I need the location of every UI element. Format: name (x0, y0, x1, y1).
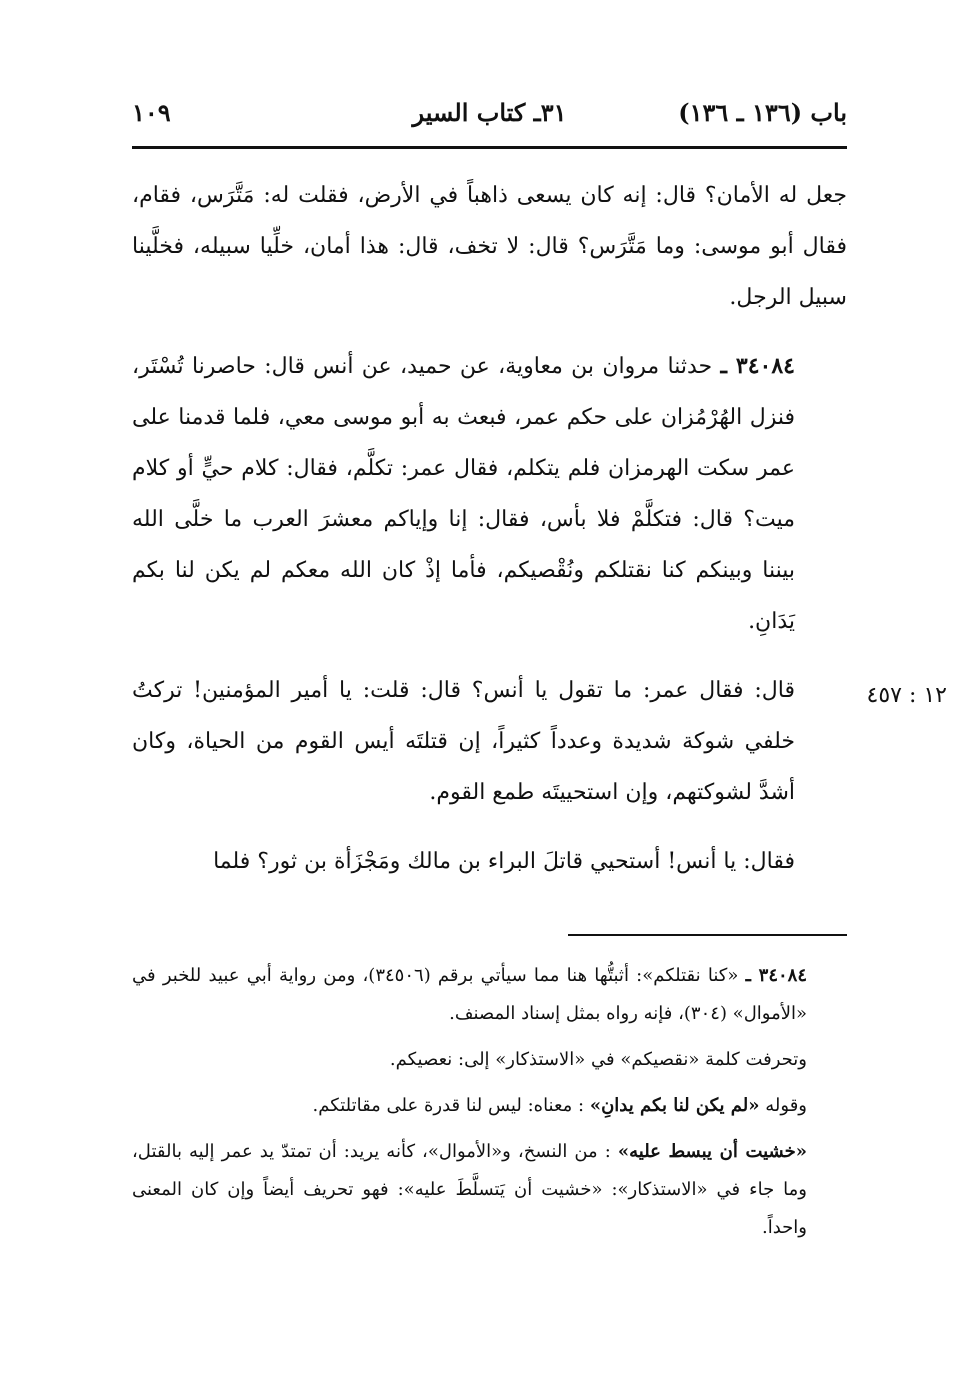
footnote-1 (132, 957, 847, 1033)
footnote-quote: «خشيت أن يبسط عليه» (617, 1141, 807, 1162)
hadith-number: ٣٤٠٨٤ ـ (720, 353, 795, 379)
footnote-text: وقوله (765, 1095, 807, 1116)
footnotes (132, 957, 847, 1247)
book-title: ٣١ـ كتاب السير (412, 98, 567, 127)
paragraph-umar-question: فقال: يا أنس! أستحيي قاتلَ البراء بن مالك ومَجْزَأة بن ثور؟ فلما (213, 849, 795, 874)
hadith-paragraph (132, 341, 847, 647)
footnote-text: : معناه: ليس لنا قدرة على مقاتلتكم. (312, 1095, 585, 1116)
main-text (132, 170, 847, 887)
paragraph-anas-reply: قال: فقال عمر: ما تقول يا أنس؟ قال: قلت: يا أمير المؤمنين! تركتُ خلفي شوكة شديدة وعدداً كثيراً، إن قتلتَه أيس القوم من الحياة، وكان أشدَّ لشوكتهم، وإن استحييتَه طمع القوم. (132, 678, 795, 805)
footnote-text: «كنا نقتلكم»: أثبتُّها هنا مما سيأتي برقم (٣٤٥٠٦)، ومن رواية أبي عبيد للخبر في «الأموال» (٣٠٤)، فإنه رواه بمثل إسناد المصنف. (132, 965, 807, 1024)
paragraph-continuation: جعل له الأمان؟ قال: إنه كان يسعى ذاهباً في الأرض، فقلت له: مَتَّرَس، فقام، فقال أبو موسى: وما مَتَّرَس؟ قال: لا تخف، قال: هذا أمان، خلِّيا سبيله، فخلَّينا سبيل الرجل. (132, 183, 847, 310)
margin-reference: ١٢ : ٤٥٧ (866, 683, 947, 708)
footnote-divider (568, 934, 847, 936)
page-number: ١٠٩ (132, 98, 171, 127)
footnote-3 (132, 1087, 847, 1125)
header-divider (132, 146, 847, 149)
footnote-quote: «لم يكن لنا بكم يدانِ» (589, 1095, 760, 1116)
footnote-text: : من النسخ، و«الأموال»، كأنه يريد: أن تمتدّ يد عمر إليه بالقتل، وما جاء في «الاستذكار»: «خشيت أن يَتسلَّطَ عليه»: فهو تحريف أيضاً وإن كان المعنى واحداً. (132, 1141, 807, 1238)
footnote-4 (132, 1133, 847, 1247)
chapter-reference: باب (١٣٦ ـ ١٣٦) (678, 98, 847, 127)
hadith-text: حدثنا مروان بن معاوية، عن حميد، عن أنس قال: حاصرنا تُسْتَر، فنزل الهُرْمُزان على حكم عمر، فبعث به أبو موسى معي، فلما قدمنا على عمر سكت الهرمزان فلم يتكلم، فقال عمر: تكلَّم، فقال: كلام حيٍّ أو كلام ميت؟ قال: فتكلَّمْ فلا بأس، فقال: إنا وإياكم معشرَ العرب ما خلَّى الله بيننا وبينكم كنا نقتلكم ونُقْصيكم، فأما إذْ كان الله معكم لم يكن لنا بكم يَدَانِ. (132, 354, 795, 634)
footnote-2: وتحرفت كلمة «نقصيكم» في «الاستذكار» إلى: نعصيكم. (389, 1049, 807, 1070)
footnote-number: ٣٤٠٨٤ ـ (745, 965, 808, 986)
page-header (132, 92, 847, 138)
